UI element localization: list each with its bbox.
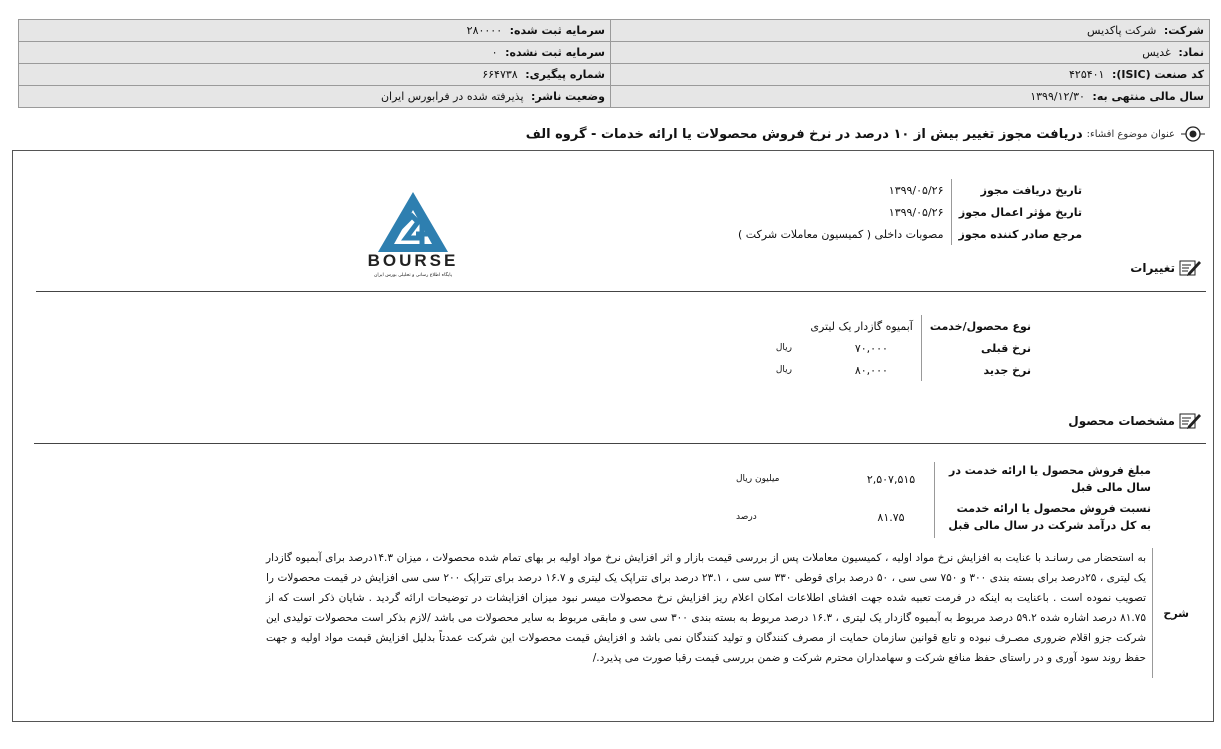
company-label: شرکت:	[1163, 24, 1204, 37]
info-row	[19, 86, 1210, 108]
company-info-table	[18, 19, 1210, 108]
tracking-value: ۶۶۴۷۳۸	[482, 68, 518, 81]
logo-subtitle: پایگاه اطلاع رسانی و تحلیلی بورس ایران	[374, 273, 452, 278]
prev-rate-unit: ریال	[775, 343, 792, 353]
receive-date-value: ۱۳۹۹/۰۵/۲۶	[888, 183, 944, 197]
symbol-cell	[611, 42, 1210, 64]
effective-date-label: تاریخ مؤثر اعمال مجوز	[952, 201, 1086, 223]
publisher-status-cell	[19, 86, 611, 108]
company-value: شرکت پاکدیس	[1087, 24, 1157, 37]
share-unit: درصد	[736, 512, 757, 522]
share-label: نسبت فروش محصول یا ارائه خدمت به کل درآمد شرکت در سال مالی قبل	[935, 496, 1156, 538]
edit-icon	[1179, 259, 1201, 277]
subject-label: عنوان موضوع افشاء:	[1086, 128, 1175, 140]
tracking-cell	[19, 64, 611, 86]
description-label: شرح	[1152, 548, 1191, 678]
prev-rate-label: نرخ قبلی	[921, 337, 1035, 359]
tracking-label: شماره پیگیری:	[525, 68, 605, 81]
meta-row	[734, 179, 1086, 201]
info-row	[19, 64, 1210, 86]
section-divider	[36, 291, 1206, 292]
company-cell	[611, 20, 1210, 42]
changes-section-title: تغییرات	[1130, 261, 1175, 275]
fiscal-cell	[611, 86, 1210, 108]
new-rate-label: نرخ جدید	[921, 359, 1035, 381]
changes-table	[772, 315, 1035, 381]
target-bullet-icon	[1181, 124, 1205, 144]
isic-value: ۴۲۵۴۰۱	[1069, 68, 1105, 81]
spec-row	[732, 496, 1155, 538]
meta-row	[734, 223, 1086, 245]
changes-row	[772, 359, 1035, 381]
info-row	[19, 20, 1210, 42]
unreg-capital-label: سرمایه ثبت نشده:	[505, 46, 605, 59]
description-text: به استحضار می رسانـد با عنایت به افزایش نرخ مواد اولیه ، کمیسیون معاملات پس از بررسی قیمت بازار و اثر افزایش نرخ مواد اولیه بر بهای تمام شده محصولات ، میزان ۱۴.۳درصد برای آبمیوه گازدار یک لیتری ، ۲۵درصد برای بسته بندی ۳۰۰ و ۷۵۰ سی سی ، ۵۰ درصد برای قوطی ۳۳۰ سی سی ، ۲۳.۱ درصد برای تتراپک یک لیتری و ۱۶.۷ درصد برای تتراپک ۲۰۰ سی سی افزایش در قیمت محصولات را تصویب نموده است . باعنایت به اینکه در فرمت تعبیه شده جهت افشای اطلاعات امکان اعلام ریز افزایش نرخ محصولات میسر نبود میزان افزایشات در توضیحات ارائه گردید . شایان ذکر است که از ۸۱.۷۵ درصد اشاره شده ۵۹.۲ درصد مربوط به آبمیوه گازدار یک لیتری ، ۱۶.۳ درصد مربوط به بسته بندی ۳۰۰ سی سی و مابقی مربوط به سایر محصولات می باشد /لازم بذکر است محصولات تولیدی این شرکت جزو اقلام ضروری مصـرف نبوده و تابع قوانین سازمان حمایت از مصرف کنندگان و تولید کنندگان نمی باشد و افزایش قیمت محصولات این شرکت عمدتاً بدلیل افزایش قیمت مواد اولیه و جهت حفظ روند سود آوری و در راستای حفظ منافع شرکت و سهامداران محترم شرکت و ضمن بررسی قیمت رقبا صورت می پذیرد./	[266, 552, 1147, 664]
spec-section-header	[1068, 412, 1201, 430]
publisher-status-value: پذیرفته شده در فرابورس ایران	[380, 90, 524, 103]
reg-capital-label: سرمایه ثبت شده:	[509, 24, 605, 37]
spec-row	[732, 462, 1155, 496]
subject-line	[20, 124, 1205, 144]
unreg-capital-value: ۰	[491, 46, 498, 59]
description-block	[1, 548, 1191, 678]
edit-icon	[1179, 412, 1201, 430]
new-rate-unit: ریال	[775, 365, 792, 375]
isic-cell	[611, 64, 1210, 86]
share-value: ۸۱.۷۵	[877, 510, 905, 524]
product-type-value: آبمیوه گازدار یک لیتری	[810, 319, 913, 333]
receive-date-label: تاریخ دریافت مجوز	[952, 179, 1086, 201]
unreg-capital-cell	[19, 42, 611, 64]
sales-unit: میلیون ریال	[736, 474, 780, 484]
reg-capital-cell	[19, 20, 611, 42]
product-spec-table	[732, 462, 1156, 538]
issuer-label: مرجع صادر کننده مجوز	[952, 223, 1086, 245]
logo-text: BOURSE	[367, 251, 459, 270]
bourse-logo	[356, 188, 470, 278]
info-row	[19, 42, 1210, 64]
fiscal-value: ۱۳۹۹/۱۲/۳۰	[1030, 90, 1085, 103]
meta-row	[734, 201, 1086, 223]
symbol-value: غدیس	[1142, 46, 1171, 59]
sales-value: ۲,۵۰۷,۵۱۵	[866, 472, 916, 486]
symbol-label: نماد:	[1178, 46, 1204, 59]
publisher-status-label: وضعیت ناشر:	[531, 90, 605, 103]
reg-capital-value: ۲۸۰۰۰۰	[466, 24, 503, 37]
sales-label: مبلغ فروش محصول یا ارائه خدمت در سال مالی قبل	[935, 462, 1156, 496]
isic-label: کد صنعت (ISIC):	[1111, 68, 1204, 81]
changes-row	[772, 315, 1035, 337]
effective-date-value: ۱۳۹۹/۰۵/۲۶	[888, 205, 944, 219]
changes-section-header	[1130, 259, 1201, 277]
subject-title: دریافت مجوز تغییر بیش از ۱۰ درصد در نرخ فروش محصولات یا ارائه خدمات - گروه الف	[525, 126, 1083, 142]
new-rate-value: ۸۰,۰۰۰	[854, 363, 888, 377]
spec-section-title: مشخصات محصول	[1068, 414, 1175, 428]
changes-row	[772, 337, 1035, 359]
issuer-value: مصوبات داخلی ( کمیسیون معاملات شرکت )	[737, 227, 944, 241]
permit-meta-table	[734, 179, 1086, 245]
section-divider	[34, 443, 1206, 444]
prev-rate-value: ۷۰,۰۰۰	[854, 341, 888, 355]
fiscal-label: سال مالی منتهی به:	[1092, 90, 1204, 103]
product-type-label: نوع محصول/خدمت	[921, 315, 1035, 337]
